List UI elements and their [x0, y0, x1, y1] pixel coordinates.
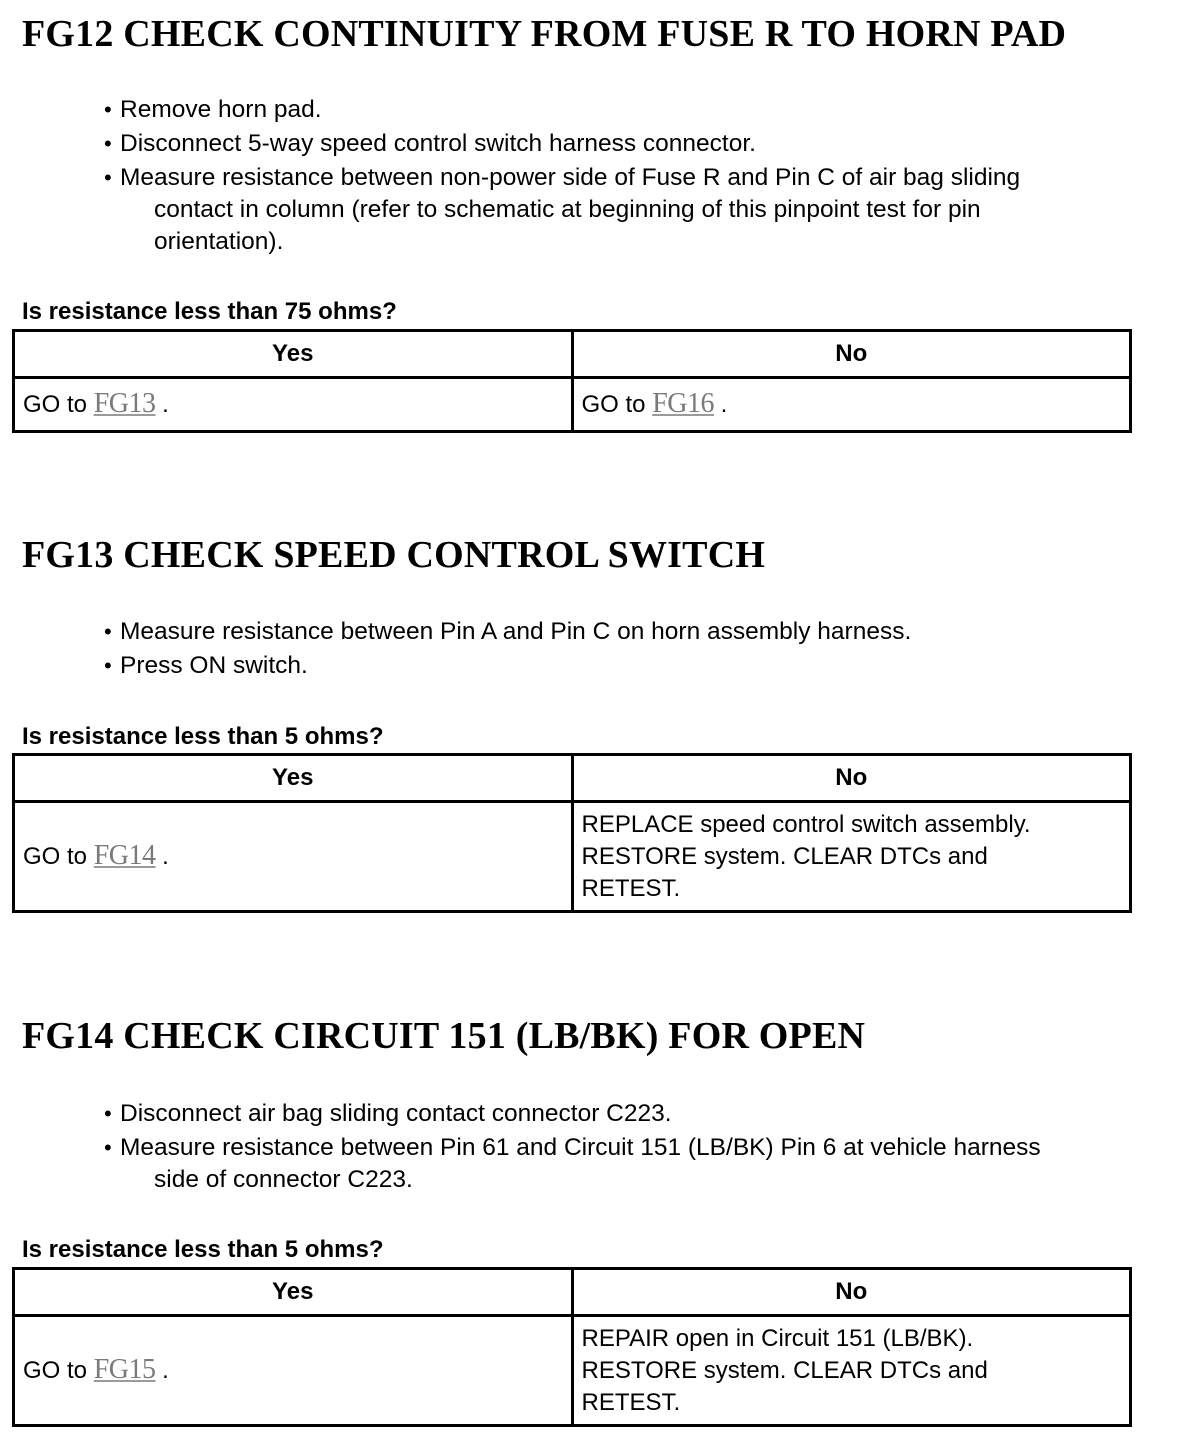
instruction-text: Press ON switch.: [120, 652, 308, 679]
goto-fg14-link[interactable]: FG14: [93, 840, 156, 871]
instruction-text: Remove horn pad.: [120, 96, 322, 123]
step-title-fg13: FG13 CHECK SPEED CONTROL SWITCH: [22, 534, 766, 576]
decision-question-fg13: Is resistance less than 5 ohms?: [22, 723, 384, 750]
bullet-icon: •: [104, 97, 112, 122]
goto-text: GO to: [23, 1357, 94, 1384]
instruction-text: Measure resistance between Pin A and Pin C on horn assembly harness.: [120, 618, 912, 645]
yes-cell: [14, 802, 573, 912]
instruction-text: Measure resistance between Pin 61 and Circuit 151 (LB/BK) Pin 6 at vehicle harness: [120, 1134, 1041, 1161]
yes-header: Yes: [14, 331, 573, 378]
list-item: [104, 616, 1184, 648]
action-text: RESTORE system. CLEAR DTCs and: [581, 842, 988, 870]
instruction-text-continued: orientation).: [154, 228, 284, 255]
instruction-text: Disconnect 5-way speed control switch harness connector.: [120, 130, 756, 157]
goto-text: GO to: [581, 391, 653, 418]
goto-suffix: .: [155, 391, 169, 418]
step-title-fg14: FG14 CHECK CIRCUIT 151 (LB/BK) FOR OPEN: [22, 1015, 866, 1057]
goto-fg16-link[interactable]: FG16: [652, 388, 714, 419]
decision-table-fg12: [12, 329, 1132, 433]
decision-question-fg12: Is resistance less than 75 ohms?: [22, 298, 397, 325]
list-item: [104, 1098, 1184, 1130]
goto-fg15-link[interactable]: FG15: [93, 1354, 156, 1385]
goto-text: GO to: [23, 391, 94, 418]
instruction-text-continued: contact in column (refer to schematic at beginning of this pinpoint test for pin: [154, 196, 981, 223]
goto-suffix: .: [155, 1357, 169, 1384]
instruction-list-fg12: [104, 94, 1184, 260]
decision-table-fg14: [12, 1267, 1132, 1427]
list-item: [104, 94, 1184, 126]
no-header: No: [572, 1269, 1131, 1316]
decision-table-fg13: [12, 753, 1132, 913]
list-item: [104, 1132, 1184, 1196]
bullet-icon: •: [104, 1101, 112, 1126]
no-header: No: [572, 755, 1131, 802]
bullet-icon: •: [104, 131, 112, 156]
bullet-icon: •: [104, 619, 112, 644]
goto-suffix: .: [155, 843, 169, 870]
bullet-icon: •: [104, 653, 112, 678]
yes-cell: [14, 1316, 573, 1426]
step-title-fg12: FG12 CHECK CONTINUITY FROM FUSE R TO HORN PAD: [22, 13, 1067, 55]
instruction-text: Disconnect air bag sliding contact connector C223.: [120, 1100, 672, 1127]
bullet-icon: •: [104, 1135, 112, 1160]
action-text: REPAIR open in Circuit 151 (LB/BK).: [581, 1324, 974, 1352]
action-text: RETEST.: [581, 874, 681, 902]
instruction-text: Measure resistance between non-power side of Fuse R and Pin C of air bag sliding: [120, 164, 1021, 191]
action-text: RESTORE system. CLEAR DTCs and: [581, 1356, 988, 1384]
list-item: [104, 650, 1184, 682]
no-cell: [572, 802, 1131, 912]
no-cell: [572, 378, 1131, 432]
goto-text: GO to: [23, 843, 94, 870]
goto-fg13-link[interactable]: FG13: [93, 388, 156, 419]
instruction-list-fg13: [104, 616, 1184, 684]
decision-question-fg14: Is resistance less than 5 ohms?: [22, 1236, 384, 1263]
no-header: No: [572, 331, 1131, 378]
yes-cell: [14, 378, 573, 432]
action-text: RETEST.: [581, 1388, 681, 1416]
action-text: REPLACE speed control switch assembly.: [581, 810, 1031, 838]
instruction-list-fg14: [104, 1098, 1184, 1198]
instruction-text-continued: side of connector C223.: [154, 1166, 413, 1193]
yes-header: Yes: [14, 755, 573, 802]
yes-header: Yes: [14, 1269, 573, 1316]
list-item: [104, 162, 1184, 258]
bullet-icon: •: [104, 165, 112, 190]
list-item: [104, 128, 1184, 160]
no-cell: [572, 1316, 1131, 1426]
goto-suffix: .: [713, 391, 728, 418]
